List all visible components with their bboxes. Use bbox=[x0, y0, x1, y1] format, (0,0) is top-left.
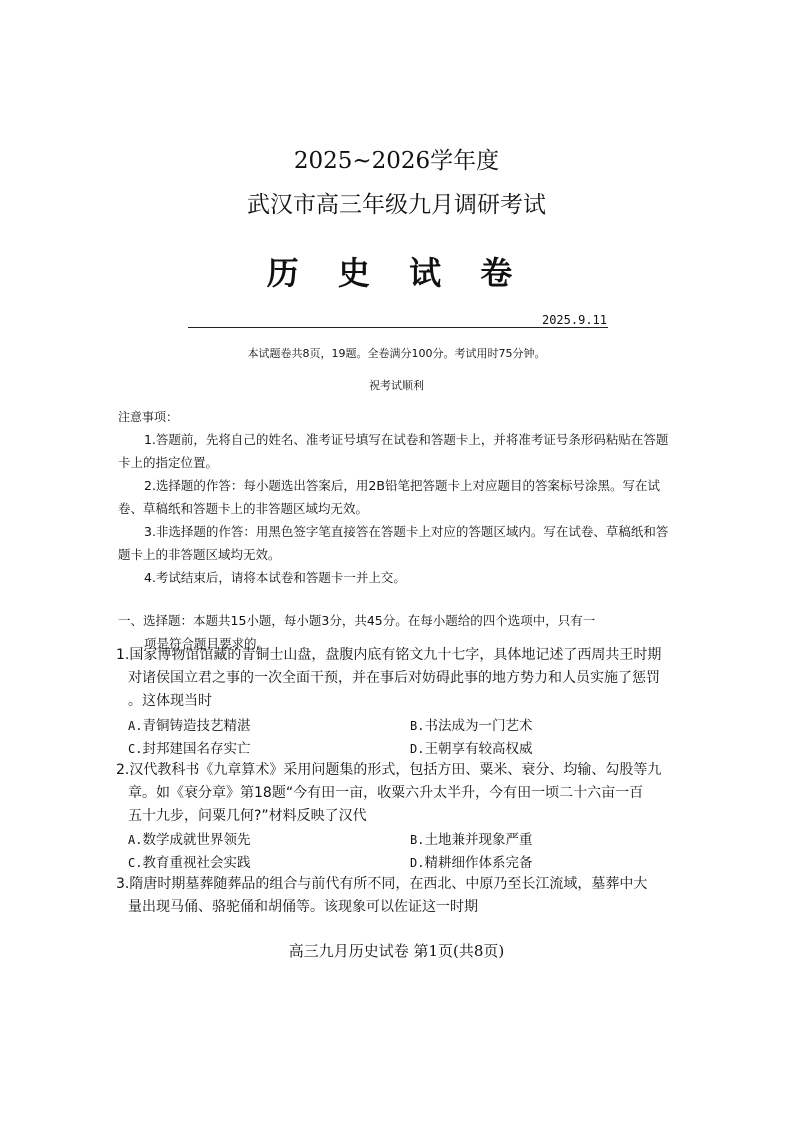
question-2-option-c bbox=[128, 851, 250, 871]
option-text: 王朝享有较高权威 bbox=[424, 741, 533, 757]
question-1 bbox=[116, 644, 678, 713]
option-letter: B. bbox=[410, 719, 425, 733]
option-text: 书法成为一门艺术 bbox=[424, 718, 533, 734]
question-text-line: 2.汉代教科书《九章算术》采用问题集的形式，包括方田、粟米、衰分、均输、勾股等九 bbox=[116, 762, 662, 778]
section-heading-line: 一、选择题：本题共15小题，每小题3分，共45分。在每小题给的四个选项中，只有一 bbox=[118, 613, 596, 628]
question-text-line: 1.国家博物馆馆藏的青铜士山盘，盘腹内底有铭文九十七字，具体地记述了西周共王时期 bbox=[116, 647, 662, 663]
option-letter: A. bbox=[128, 833, 143, 847]
exam-name: 武汉市高三年级九月调研考试 bbox=[247, 192, 546, 218]
notice-heading: 注意事项： bbox=[118, 410, 179, 424]
notice-item: 1.答题前，先将自己的姓名、准考证号填写在试卷和答题卡上，并将准考证号条形码粘贴在答题卡上的指定位置。 bbox=[118, 432, 669, 470]
question-text-line: 量出现马俑、骆驼俑和胡俑等。该现象可以佐证这一时期 bbox=[128, 899, 478, 915]
question-2 bbox=[116, 759, 678, 828]
question-3 bbox=[116, 873, 678, 919]
option-text: 青铜铸造技艺精湛 bbox=[142, 718, 251, 734]
exam-date: 2025.9.11 bbox=[541, 313, 607, 327]
question-2-option-d bbox=[410, 851, 532, 871]
subject-title: 历 史 试 卷 bbox=[266, 254, 527, 292]
notice-item: 2.选择题的作答：每小题选出答案后，用2B铅笔把答题卡上对应题目的答案标号涂黑。写在试卷、草稿纸和答题卡上的非答题区域均无效。 bbox=[118, 478, 660, 516]
question-2-option-a bbox=[128, 828, 250, 848]
option-letter: D. bbox=[410, 742, 425, 756]
question-text-line: 3.隋唐时期墓葬随葬品的组合与前代有所不同，在西北、中原乃至长江流域，墓葬中大 bbox=[116, 876, 648, 892]
question-text-line: 章。如《衰分章》第18题“今有田一亩，收粟六升太半升，今有田一顷二十六亩一百 bbox=[128, 785, 644, 801]
option-letter: A. bbox=[128, 719, 143, 733]
option-letter: B. bbox=[410, 833, 425, 847]
header-rule bbox=[188, 327, 608, 328]
option-letter: C. bbox=[128, 742, 143, 756]
notice-item: 4.考试结束后，请将本试卷和答题卡一并上交。 bbox=[144, 570, 406, 585]
option-letter: C. bbox=[128, 856, 143, 870]
option-text: 封邦建国名存实亡 bbox=[142, 741, 251, 757]
exam-year: 2025~2026学年度 bbox=[293, 148, 500, 174]
question-text-line: 。这体现当时 bbox=[128, 693, 212, 709]
option-text: 教育重视社会实践 bbox=[142, 855, 251, 871]
question-1-option-a bbox=[128, 714, 250, 734]
option-letter: D. bbox=[410, 856, 425, 870]
question-1-option-c bbox=[128, 737, 250, 757]
question-1-option-b bbox=[410, 714, 532, 734]
question-text-line: 五十九步，问粟几何?”材料反映了汉代 bbox=[128, 808, 367, 824]
good-luck-text: 祝考试顺利 bbox=[369, 379, 424, 392]
option-text: 精耕细作体系完备 bbox=[424, 855, 533, 871]
exam-summary: 本试题卷共8页，19题。全卷满分100分。考试用时75分钟。 bbox=[247, 347, 546, 360]
section-heading-line: 项是符合题目要求的。 bbox=[144, 636, 270, 651]
option-text: 土地兼并现象严重 bbox=[424, 832, 533, 848]
option-text: 数学成就世界领先 bbox=[142, 832, 251, 848]
page-footer: 高三九月历史试卷 第1页(共8页) bbox=[288, 942, 505, 960]
question-2-option-b bbox=[410, 828, 532, 848]
notice-item: 3.非选择题的作答：用黑色签字笔直接答在答题卡上对应的答题区域内。写在试卷、草稿纸和答题卡上的非答题区域均无效。 bbox=[118, 524, 669, 562]
question-text-line: 对诸侯国立君之事的一次全面干预，并在事后对妨碍此事的地方势力和人员实施了惩罚 bbox=[128, 670, 660, 686]
question-1-option-d bbox=[410, 737, 532, 757]
